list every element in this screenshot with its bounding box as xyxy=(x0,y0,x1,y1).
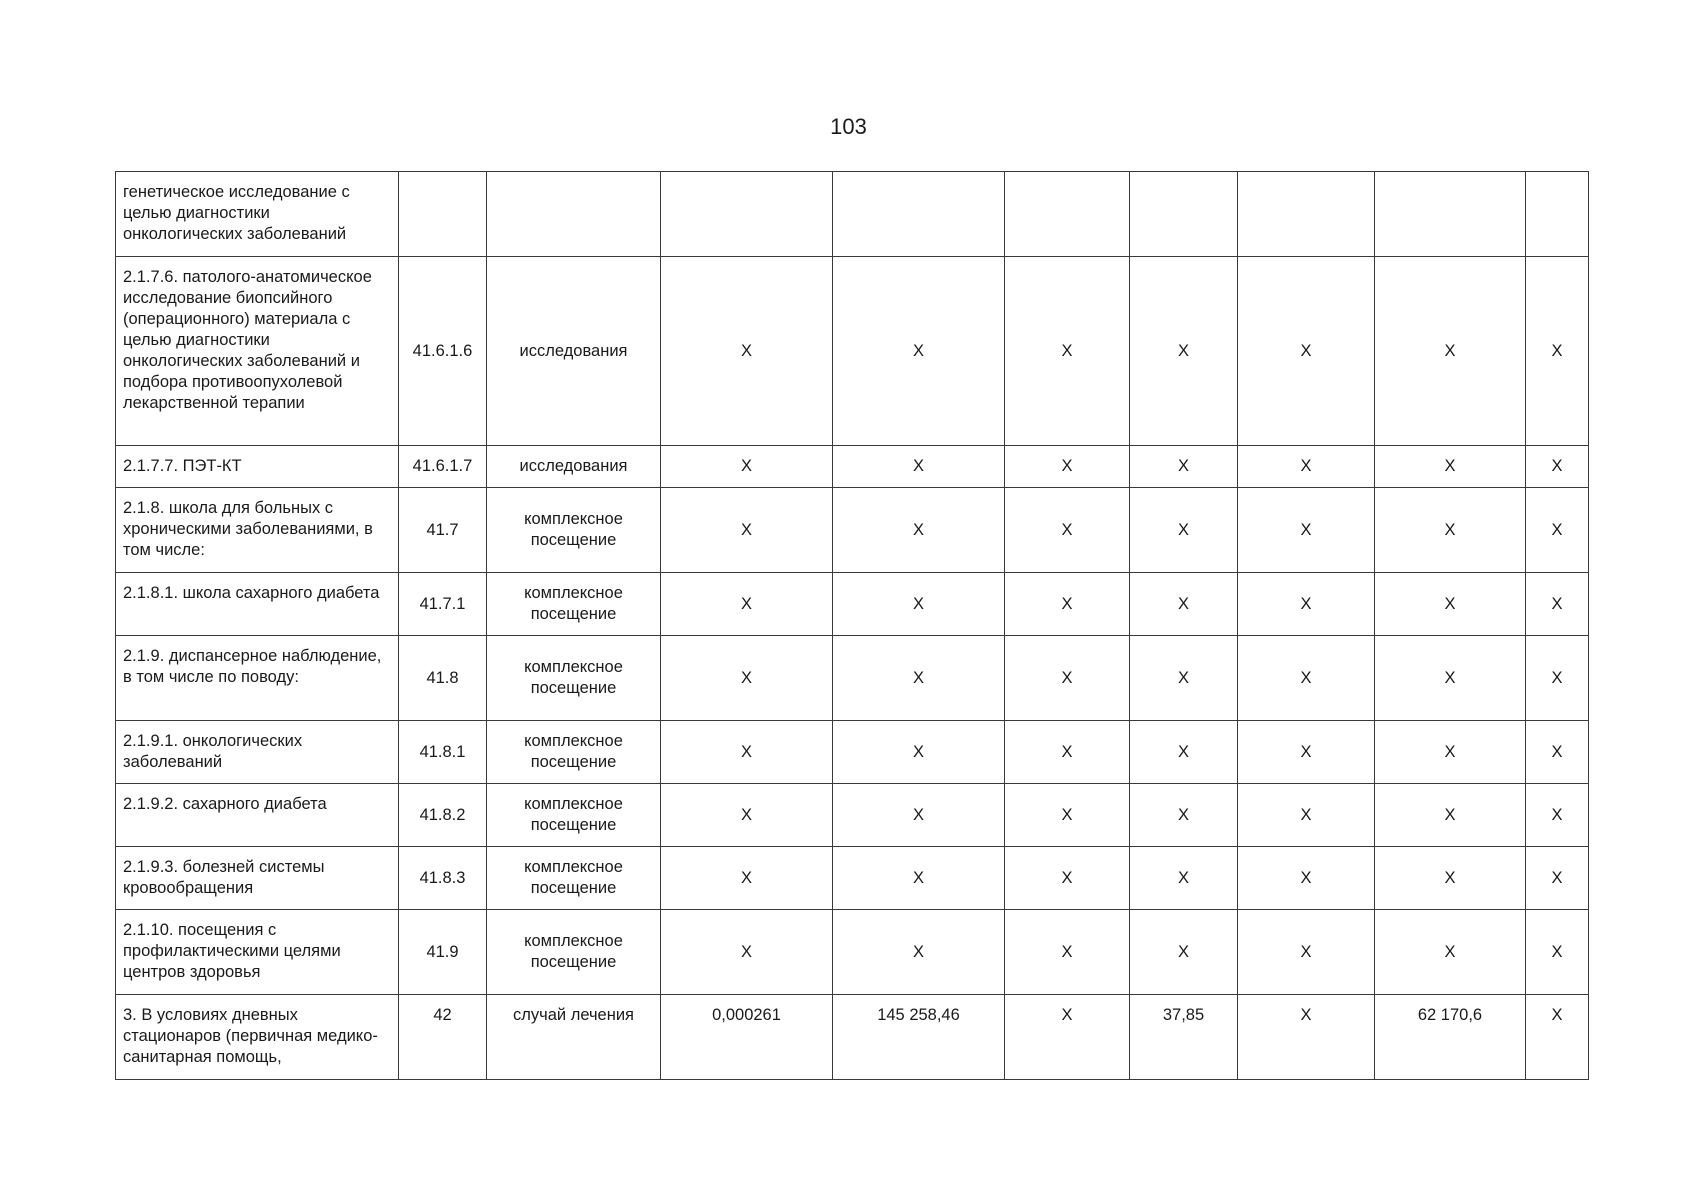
row-value-cell: Х xyxy=(833,446,1005,488)
row-value-cell: Х xyxy=(1238,721,1375,784)
row-value-cell: Х xyxy=(833,847,1005,910)
row-value-cell: Х xyxy=(1130,784,1238,847)
row-unit-cell: комплексное посещение xyxy=(487,910,661,995)
row-value-cell: Х xyxy=(661,721,833,784)
table-row xyxy=(116,257,1589,446)
table-row xyxy=(116,636,1589,721)
row-unit-cell: комплексное посещение xyxy=(487,488,661,573)
row-value-cell: Х xyxy=(661,446,833,488)
row-value-cell: Х xyxy=(833,910,1005,995)
row-code-cell: 41.8 xyxy=(399,636,487,721)
row-value-cell: Х xyxy=(1130,636,1238,721)
row-value-cell: Х xyxy=(1238,446,1375,488)
row-value-cell: Х xyxy=(1130,488,1238,573)
row-value-cell: Х xyxy=(1526,784,1589,847)
row-unit-cell: комплексное посещение xyxy=(487,636,661,721)
row-value-cell: Х xyxy=(1375,257,1526,446)
row-value-cell: Х xyxy=(1130,910,1238,995)
row-name-cell: генетическое исследование с целью диагностики онкологических заболеваний xyxy=(116,172,399,257)
row-value-cell: 37,85 xyxy=(1130,995,1238,1080)
row-name-cell: 2.1.8. школа для больных с хроническими заболеваниями, в том числе: xyxy=(116,488,399,573)
row-value-cell: Х xyxy=(1238,573,1375,636)
row-unit-cell: комплексное посещение xyxy=(487,784,661,847)
row-value-cell: Х xyxy=(833,573,1005,636)
row-name-cell: 2.1.7.7. ПЭТ-КТ xyxy=(116,446,399,488)
row-unit-cell: исследования xyxy=(487,446,661,488)
row-value-cell xyxy=(833,172,1005,257)
row-value-cell: Х xyxy=(1238,910,1375,995)
row-value-cell: Х xyxy=(1526,488,1589,573)
row-code-cell: 41.6.1.6 xyxy=(399,257,487,446)
row-value-cell: Х xyxy=(1005,257,1130,446)
row-value-cell: Х xyxy=(1130,721,1238,784)
row-name-cell: 2.1.10. посещения с профилактическими целями центров здоровья xyxy=(116,910,399,995)
row-value-cell: Х xyxy=(1238,784,1375,847)
row-value-cell: Х xyxy=(833,721,1005,784)
row-name-cell: 2.1.9. диспансерное наблюдение, в том числе по поводу: xyxy=(116,636,399,721)
row-value-cell: Х xyxy=(1130,446,1238,488)
row-value-cell: Х xyxy=(1375,847,1526,910)
table-row xyxy=(116,573,1589,636)
row-name-cell: 2.1.7.6. патолого-анатомическое исследование биопсийного (операционного) материала с целью диагностики онкологических заболеваний и подбора противоопухолевой лекарственной терапии xyxy=(116,257,399,446)
row-unit-cell: комплексное посещение xyxy=(487,721,661,784)
table-row xyxy=(116,721,1589,784)
row-value-cell: Х xyxy=(1526,257,1589,446)
row-value-cell: Х xyxy=(1005,573,1130,636)
row-code-cell xyxy=(399,172,487,257)
row-value-cell: Х xyxy=(1375,573,1526,636)
row-value-cell: Х xyxy=(1526,573,1589,636)
row-value-cell xyxy=(1238,172,1375,257)
row-value-cell: Х xyxy=(1005,784,1130,847)
row-name-cell: 3. В условиях дневных стационаров (первичная медико-санитарная помощь, xyxy=(116,995,399,1080)
row-value-cell: Х xyxy=(1375,910,1526,995)
row-value-cell: Х xyxy=(1130,257,1238,446)
table-row xyxy=(116,995,1589,1080)
tariff-table xyxy=(115,171,1589,1080)
row-code-cell: 41.6.1.7 xyxy=(399,446,487,488)
row-value-cell: 0,000261 xyxy=(661,995,833,1080)
row-value-cell: Х xyxy=(1526,910,1589,995)
row-code-cell: 41.8.3 xyxy=(399,847,487,910)
row-value-cell: Х xyxy=(661,784,833,847)
row-value-cell: 145 258,46 xyxy=(833,995,1005,1080)
table-row xyxy=(116,784,1589,847)
row-value-cell xyxy=(661,172,833,257)
row-value-cell: Х xyxy=(1526,721,1589,784)
table-row xyxy=(116,847,1589,910)
row-value-cell: Х xyxy=(1526,847,1589,910)
row-value-cell: Х xyxy=(1526,446,1589,488)
row-value-cell: Х xyxy=(1005,488,1130,573)
row-value-cell: Х xyxy=(1375,784,1526,847)
row-name-cell: 2.1.9.1. онкологических заболеваний xyxy=(116,721,399,784)
row-value-cell: Х xyxy=(1130,847,1238,910)
row-name-cell: 2.1.8.1. школа сахарного диабета xyxy=(116,573,399,636)
table-row xyxy=(116,446,1589,488)
row-unit-cell: исследования xyxy=(487,257,661,446)
row-value-cell: Х xyxy=(661,636,833,721)
row-value-cell xyxy=(1375,172,1526,257)
row-value-cell: Х xyxy=(661,910,833,995)
row-value-cell: Х xyxy=(1238,847,1375,910)
row-code-cell: 42 xyxy=(399,995,487,1080)
row-code-cell: 41.8.1 xyxy=(399,721,487,784)
row-unit-cell: случай лечения xyxy=(487,995,661,1080)
row-value-cell: Х xyxy=(1375,446,1526,488)
row-value-cell: Х xyxy=(661,573,833,636)
row-code-cell: 41.8.2 xyxy=(399,784,487,847)
table-row xyxy=(116,172,1589,257)
row-value-cell: Х xyxy=(661,257,833,446)
row-value-cell xyxy=(1130,172,1238,257)
table-row xyxy=(116,488,1589,573)
row-code-cell: 41.7.1 xyxy=(399,573,487,636)
table-body xyxy=(116,172,1589,1080)
row-value-cell: Х xyxy=(1238,257,1375,446)
page-number: 103 xyxy=(830,114,867,139)
row-value-cell: Х xyxy=(1005,721,1130,784)
row-value-cell: Х xyxy=(833,257,1005,446)
row-value-cell: Х xyxy=(661,847,833,910)
row-unit-cell xyxy=(487,172,661,257)
table-row xyxy=(116,910,1589,995)
row-value-cell: Х xyxy=(1375,488,1526,573)
row-value-cell xyxy=(1526,172,1589,257)
row-value-cell: 62 170,6 xyxy=(1375,995,1526,1080)
row-value-cell: Х xyxy=(1526,636,1589,721)
row-value-cell: Х xyxy=(1238,488,1375,573)
row-value-cell: Х xyxy=(833,636,1005,721)
row-value-cell: Х xyxy=(833,488,1005,573)
row-unit-cell: комплексное посещение xyxy=(487,573,661,636)
row-value-cell: Х xyxy=(1238,636,1375,721)
row-code-cell: 41.7 xyxy=(399,488,487,573)
row-value-cell: Х xyxy=(833,784,1005,847)
row-value-cell: Х xyxy=(1130,573,1238,636)
row-value-cell: Х xyxy=(1005,847,1130,910)
row-value-cell xyxy=(1005,172,1130,257)
row-value-cell: Х xyxy=(1005,446,1130,488)
row-code-cell: 41.9 xyxy=(399,910,487,995)
row-value-cell: Х xyxy=(1005,995,1130,1080)
row-value-cell: Х xyxy=(1526,995,1589,1080)
row-name-cell: 2.1.9.2. сахарного диабета xyxy=(116,784,399,847)
row-value-cell: Х xyxy=(1238,995,1375,1080)
row-value-cell: Х xyxy=(1375,721,1526,784)
row-value-cell: Х xyxy=(1005,910,1130,995)
row-value-cell: Х xyxy=(661,488,833,573)
row-value-cell: Х xyxy=(1005,636,1130,721)
row-value-cell: Х xyxy=(1375,636,1526,721)
row-unit-cell: комплексное посещение xyxy=(487,847,661,910)
row-name-cell: 2.1.9.3. болезней системы кровообращения xyxy=(116,847,399,910)
